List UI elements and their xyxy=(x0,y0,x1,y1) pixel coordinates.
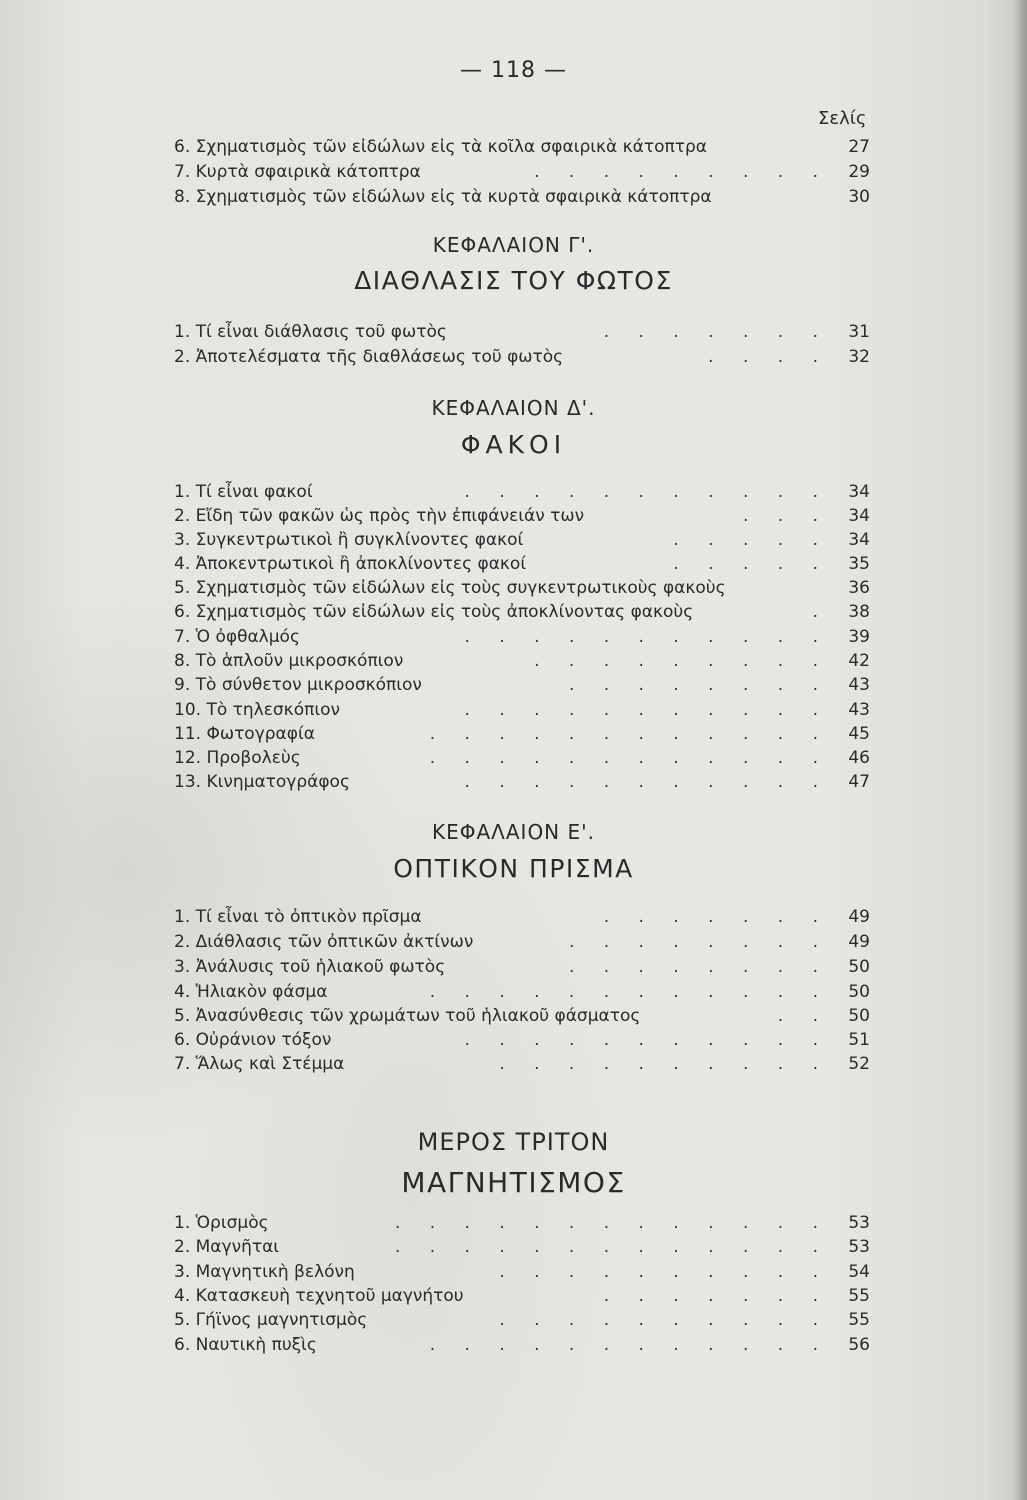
toc-entry xyxy=(174,1260,870,1284)
part-heading: ΜΕΡΟΣ ΤΡΙΤΟΝ xyxy=(417,1128,610,1156)
entry-page: 31 xyxy=(848,322,870,342)
page-number: — 118 — xyxy=(460,58,567,83)
entry-page: 53 xyxy=(848,1213,870,1233)
entry-leader-dots: . . . . . . . xyxy=(603,322,830,342)
entry-text: Οὐράνιον τόξον xyxy=(195,1030,332,1050)
entry-text: Τὸ τηλεσκόπιον xyxy=(206,700,340,720)
entry-text: Ἀποκεντρωτικοὶ ἢ ἀποκλίνοντες φακοί xyxy=(195,554,527,574)
toc-entry xyxy=(174,185,870,209)
entry-leader-dots: . . xyxy=(777,1006,830,1026)
entry-leader-dots: . . . . . xyxy=(673,554,830,574)
entry-text: Σχηματισμὸς τῶν εἰδώλων εἰς τοὺς ἀποκλίνοντας φακοὺς xyxy=(195,602,694,622)
toc-entry xyxy=(174,480,870,504)
entry-number: 5. xyxy=(174,1006,191,1026)
entry-text: Συγκεντρωτικοὶ ἢ συγκλίνοντες φακοί xyxy=(195,530,524,550)
part-title: ΜΑΓΝΗΤΙΣΜΟΣ xyxy=(401,1166,626,1199)
chapter-heading-d: ΚΕΦΑΛΑΙΟΝ Δ'. xyxy=(431,396,596,420)
entry-page: 56 xyxy=(848,1335,870,1355)
entry-leader-dots: . . . . . . . . . . . xyxy=(464,482,830,502)
entry-number: 13. xyxy=(174,772,202,792)
entry-text: Προβολεὺς xyxy=(206,748,301,768)
toc-entry xyxy=(174,770,870,794)
entry-number: 7. xyxy=(174,162,191,182)
entry-number: 8. xyxy=(174,187,191,207)
entry-page: 46 xyxy=(848,748,870,768)
entry-number: 3. xyxy=(174,1262,191,1282)
entry-leader-dots: . . . . . . . xyxy=(603,1286,830,1306)
entry-number: 8. xyxy=(174,651,191,671)
entry-text: Ἅλως καὶ Στέμμα xyxy=(195,1054,345,1074)
entry-page: 42 xyxy=(848,651,870,671)
page-column-header: Σελίς xyxy=(818,108,867,129)
entry-text: Εἴδη τῶν φακῶν ὡς πρὸς τὴν ἐπιφάνειάν των xyxy=(195,506,585,526)
entry-text: Ἡλιακὸν φάσμα xyxy=(195,982,328,1002)
entry-number: 5. xyxy=(174,1310,191,1330)
entry-text: Ἀποτελέσματα τῆς διαθλάσεως τοῦ φωτὸς xyxy=(195,347,564,367)
toc-entry xyxy=(174,1308,870,1332)
toc-entry xyxy=(174,1284,870,1308)
entry-page: 36 xyxy=(848,578,870,598)
entry-page: 45 xyxy=(848,724,870,744)
entry-text: Σχηματισμὸς τῶν εἰδώλων εἰς τὰ κυρτὰ σφαιρικὰ κάτοπτρα xyxy=(195,187,712,207)
entry-number: 11. xyxy=(174,724,202,744)
entry-page: 39 xyxy=(848,627,870,647)
toc-entry xyxy=(174,1004,870,1028)
entry-number: 6. xyxy=(174,1030,191,1050)
entry-page: 35 xyxy=(848,554,870,574)
entry-page: 49 xyxy=(848,907,870,927)
toc-entry xyxy=(174,649,870,673)
entry-leader-dots: . . . . . . . . . . . xyxy=(464,627,830,647)
entry-leader-dots: . . . . . . . . . . . . . xyxy=(394,1237,830,1257)
toc-entry xyxy=(174,980,870,1004)
entry-page: 50 xyxy=(848,957,870,977)
entry-leader-dots: . . . . . . . . . xyxy=(534,651,830,671)
entry-number: 7. xyxy=(174,627,191,647)
entry-page: 55 xyxy=(848,1286,870,1306)
entry-number: 5. xyxy=(174,578,191,598)
entry-number: 3. xyxy=(174,957,191,977)
entry-text: Φωτογραφία xyxy=(206,724,315,744)
entry-text: Ὁ ὀφθαλμός xyxy=(195,627,300,647)
entry-number: 4. xyxy=(174,1286,191,1306)
toc-entry xyxy=(174,746,870,770)
entry-page: 29 xyxy=(848,162,870,182)
entry-leader-dots: . . . . . . . . . . . . xyxy=(429,982,830,1002)
toc-entry xyxy=(174,576,870,600)
entry-number: 9. xyxy=(174,675,191,695)
chapter-heading-e: ΚΕΦΑΛΑΙΟΝ Ε'. xyxy=(432,820,595,844)
entry-leader-dots: . . . . . . . . . xyxy=(534,162,830,182)
entry-page: 34 xyxy=(848,482,870,502)
entry-number: 1. xyxy=(174,482,191,502)
entry-leader-dots: . . . . . . . . . . . xyxy=(464,700,830,720)
entry-text: Κυρτὰ σφαιρικὰ κάτοπτρα xyxy=(195,162,421,182)
chapter-heading-g: ΚΕΦΑΛΑΙΟΝ Γ'. xyxy=(432,233,595,257)
entry-text: Τὸ ἁπλοῦν μικροσκόπιον xyxy=(195,651,404,671)
entry-number: 1. xyxy=(174,1213,191,1233)
toc-entry xyxy=(174,1052,870,1076)
toc-entry xyxy=(174,552,870,576)
entry-leader-dots: . . . . . . . . . . xyxy=(499,1262,830,1282)
entry-text: Ναυτικὴ πυξὶς xyxy=(195,1335,317,1355)
entry-leader-dots: . . . . . . . . . . . xyxy=(464,1030,830,1050)
entry-text: Σχηματισμὸς τῶν εἰδώλων εἰς τοὺς συγκεντρωτικοὺς φακοὺς xyxy=(195,578,726,598)
entry-text: Τὸ σύνθετον μικροσκόπιον xyxy=(195,675,422,695)
entry-page: 47 xyxy=(848,772,870,792)
entry-page: 34 xyxy=(848,530,870,550)
entry-page: 49 xyxy=(848,932,870,952)
entry-page: 30 xyxy=(848,187,870,207)
entry-text: Τί εἶναι φακοί xyxy=(195,482,313,502)
entry-leader-dots: . . . . xyxy=(708,347,830,367)
toc-entry xyxy=(174,600,870,624)
entry-text: Μαγνῆται xyxy=(195,1237,280,1257)
toc-entry xyxy=(174,673,870,697)
toc-entry xyxy=(174,1235,870,1259)
entry-text: Κινηματογράφος xyxy=(206,772,350,792)
entry-number: 10. xyxy=(174,700,202,720)
toc-entry xyxy=(174,528,870,552)
entry-number: 4. xyxy=(174,554,191,574)
entry-leader-dots: . . . . . . . . . . . . . xyxy=(394,1213,830,1233)
entry-number: 2. xyxy=(174,1237,191,1257)
entry-number: 2. xyxy=(174,506,191,526)
entry-text: Μαγνητικὴ βελόνη xyxy=(195,1262,355,1282)
entry-leader-dots: . . . . . . . . . . . . xyxy=(429,748,830,768)
entry-number: 1. xyxy=(174,907,191,927)
toc-entry xyxy=(174,320,870,344)
entry-leader-dots: . xyxy=(812,602,830,622)
entry-text: Τί εἶναι τὸ ὀπτικὸν πρῖσμα xyxy=(195,907,422,927)
entry-page: 43 xyxy=(848,675,870,695)
entry-text: Ἀνασύνθεσις τῶν χρωμάτων τοῦ ἡλιακοῦ φάσματος xyxy=(195,1006,641,1026)
toc-entry xyxy=(174,160,870,184)
entry-text: Ἀνάλυσις τοῦ ἡλιακοῦ φωτὸς xyxy=(195,957,446,977)
entry-page: 27 xyxy=(848,137,870,157)
toc-entry xyxy=(174,1211,870,1235)
entry-text: Σχηματισμὸς τῶν εἰδώλων εἰς τὰ κοῖλα σφαιρικὰ κάτοπτρα xyxy=(195,137,707,157)
toc-entry xyxy=(174,1333,870,1357)
toc-entry xyxy=(174,625,870,649)
entry-number: 3. xyxy=(174,530,191,550)
toc-entry xyxy=(174,905,870,929)
chapter-title-e: ΟΠΤΙΚΟΝ ΠΡΙΣΜΑ xyxy=(393,854,634,883)
toc-entry xyxy=(174,345,870,369)
entry-leader-dots: . . . . . . . xyxy=(603,907,830,927)
toc-entry xyxy=(174,722,870,746)
entry-leader-dots: . . . . . . . . . . . . xyxy=(429,1335,830,1355)
entry-page: 43 xyxy=(848,700,870,720)
entry-number: 6. xyxy=(174,1335,191,1355)
entry-leader-dots: . . . . . . . . . . . xyxy=(464,772,830,792)
entry-leader-dots: . . . . . . . . . . xyxy=(499,1310,830,1330)
entry-number: 2. xyxy=(174,347,191,367)
entry-leader-dots: . . . . . . . . . . xyxy=(499,1054,830,1074)
entry-page: 50 xyxy=(848,1006,870,1026)
entry-page: 55 xyxy=(848,1310,870,1330)
toc-entry xyxy=(174,698,870,722)
entry-page: 51 xyxy=(848,1030,870,1050)
entry-text: Τί εἶναι διάθλασις τοῦ φωτὸς xyxy=(195,322,447,342)
entry-text: Διάθλασις τῶν ὀπτικῶν ἀκτίνων xyxy=(195,932,474,952)
entry-number: 7. xyxy=(174,1054,191,1074)
entry-page: 32 xyxy=(848,347,870,367)
toc-entry xyxy=(174,504,870,528)
toc-entry xyxy=(174,930,870,954)
page-edge-shadow xyxy=(1013,0,1027,1500)
entry-page: 38 xyxy=(848,602,870,622)
entry-text: Γήϊνος μαγνητισμὸς xyxy=(195,1310,368,1330)
toc-entry xyxy=(174,1028,870,1052)
chapter-title-g: ΔΙΑΘΛΑΣΙΣ ΤΟΥ ΦΩΤΟΣ xyxy=(354,266,673,295)
entry-leader-dots: . . . . . . . . xyxy=(568,675,830,695)
entry-page: 52 xyxy=(848,1054,870,1074)
chapter-title-d: ΦΑΚΟΙ xyxy=(460,430,567,459)
entry-number: 12. xyxy=(174,748,202,768)
entry-leader-dots: . . . . . . . . xyxy=(568,957,830,977)
entry-leader-dots: . . . xyxy=(742,506,830,526)
entry-page: 53 xyxy=(848,1237,870,1257)
entry-text: Ὁρισμὸς xyxy=(195,1213,269,1233)
entry-text: Κατασκευὴ τεχνητοῦ μαγνήτου xyxy=(195,1286,464,1306)
entry-number: 2. xyxy=(174,932,191,952)
entry-page: 34 xyxy=(848,506,870,526)
entry-number: 6. xyxy=(174,602,191,622)
entry-leader-dots: . . . . . xyxy=(673,530,830,550)
entry-number: 4. xyxy=(174,982,191,1002)
entry-leader-dots: . . . . . . . . . . . . xyxy=(429,724,830,744)
entry-number: 6. xyxy=(174,137,191,157)
entry-leader-dots: . . . . . . . . xyxy=(568,932,830,952)
entry-page: 54 xyxy=(848,1262,870,1282)
toc-entry xyxy=(174,955,870,979)
entry-number: 1. xyxy=(174,322,191,342)
toc-entry xyxy=(174,135,870,159)
entry-page: 50 xyxy=(848,982,870,1002)
